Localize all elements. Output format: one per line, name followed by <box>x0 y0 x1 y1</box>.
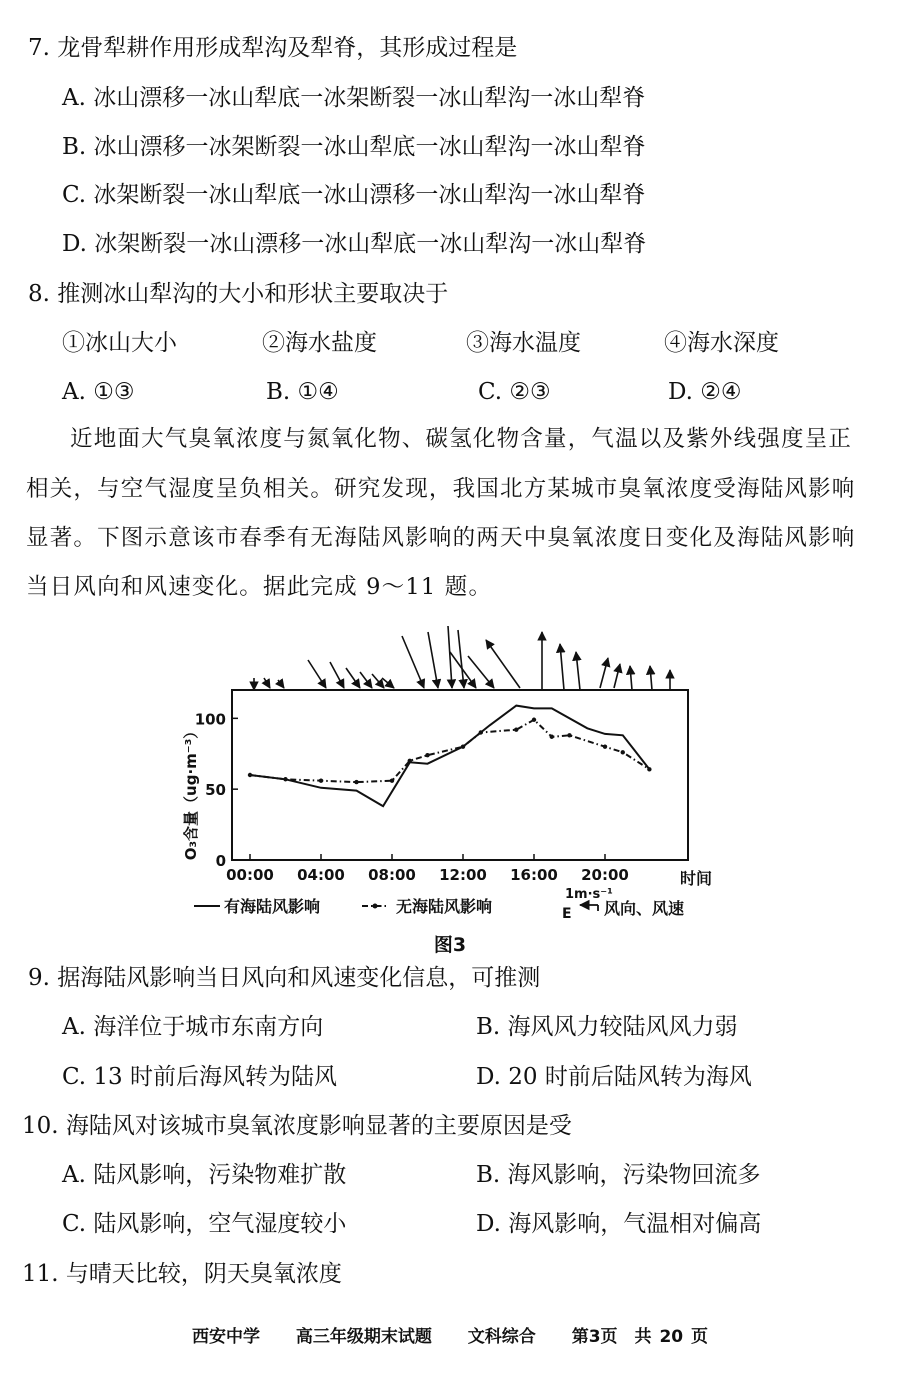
series-with-sea-land-breeze <box>250 706 649 807</box>
q8-stem: 8. 推测冰山犁沟的大小和形状主要取决于 <box>28 281 449 307</box>
wind-arrow <box>458 630 464 688</box>
y-tick-label: 50 <box>205 781 226 800</box>
series-point <box>621 750 625 754</box>
wind-arrow <box>448 626 452 688</box>
q8-factor-2: ②海水盐度 <box>262 330 377 356</box>
wind-arrow <box>330 662 344 688</box>
wind-arrow <box>428 632 438 688</box>
x-tick-label: 08:00 <box>368 866 416 884</box>
series-point <box>647 767 651 771</box>
q10-option-d: D. 海风影响，气温相对偏高 <box>476 1211 762 1237</box>
wind-arrows <box>254 626 670 690</box>
q7-stem: 7. 龙骨犁耕作用形成犁沟及犁脊，其形成过程是 <box>28 35 518 61</box>
q8-option-a: A. ①③ <box>62 379 135 405</box>
ozone-chart <box>180 622 740 922</box>
wind-arrow <box>576 652 580 690</box>
wind-arrow <box>614 664 620 688</box>
q10-option-c: C. 陆风影响，空气湿度较小 <box>62 1211 347 1237</box>
series-point <box>603 744 607 748</box>
series-point <box>425 753 429 757</box>
series-point <box>354 780 358 784</box>
q8-option-b: B. ①④ <box>266 379 339 405</box>
q10-stem: 10. 海陆风对该城市臭氧浓度影响显著的主要原因是受 <box>22 1113 572 1139</box>
passage-line-4: 当日风向和风速变化。据此完成 9～11 题。 <box>26 574 493 600</box>
y-tick-label: 100 <box>194 710 226 729</box>
passage-line-3: 显著。下图示意该市春季有无海陆风影响的两天中臭氧浓度日变化及海陆风影响 <box>26 525 856 551</box>
series-point <box>319 778 323 782</box>
x-tick-label: 20:00 <box>581 866 629 884</box>
q8-factor-4: ④海水深度 <box>664 330 779 356</box>
x-tick-label: 16:00 <box>510 866 558 884</box>
wind-arrow <box>372 674 384 688</box>
q9-option-a: A. 海洋位于城市东南方向 <box>62 1014 324 1040</box>
y-axis-label: O₃含量（ug·m⁻³） <box>182 723 200 861</box>
series-point <box>390 778 394 782</box>
wind-arrow <box>600 658 608 688</box>
x-axis-label: 时间 <box>680 869 713 888</box>
footer-subject: 文科综合 <box>467 1327 536 1347</box>
series-point <box>550 735 554 739</box>
page-footer <box>0 1322 900 1347</box>
legend-with-label: 有海陆风影响 <box>224 897 321 916</box>
q7-option-c: C. 冰架断裂一冰山犁底一冰山漂移一冰山犁沟一冰山犁脊 <box>62 182 646 208</box>
wind-arrow <box>402 636 424 688</box>
wind-arrow <box>560 644 564 690</box>
y-tick-label: 0 <box>215 852 226 870</box>
series-point <box>461 744 465 748</box>
series-point <box>532 718 536 722</box>
plot-frame <box>232 690 688 860</box>
q10-option-b: B. 海风影响，污染物回流多 <box>476 1162 761 1188</box>
q8-factor-3: ③海水温度 <box>466 330 581 356</box>
q7-option-d: D. 冰架断裂一冰山漂移一冰山犁底一冰山犁沟一冰山犁脊 <box>62 231 647 257</box>
series-point <box>283 777 287 781</box>
wind-arrow <box>630 666 632 690</box>
q9-option-b: B. 海风风力较陆风风力弱 <box>476 1014 738 1040</box>
series-point <box>479 730 483 734</box>
passage-line-2: 相关，与空气湿度呈负相关。研究发现，我国北方某城市臭氧浓度受海陆风影响 <box>26 476 856 502</box>
wind-arrow <box>308 660 326 688</box>
wind-arrow <box>486 640 520 688</box>
x-tick-label: 04:00 <box>297 866 345 884</box>
series-point <box>248 773 252 777</box>
footer-page: 第3页 共 20 页 <box>571 1327 709 1347</box>
series-lines <box>248 706 652 807</box>
figure-caption: 图3 <box>433 934 467 956</box>
series-point <box>567 733 571 737</box>
scale-direction-label: E <box>562 906 572 922</box>
x-tick-label: 00:00 <box>226 866 274 884</box>
legend-without-label: 无海陆风影响 <box>396 897 493 916</box>
q8-option-c: C. ②③ <box>478 379 551 405</box>
q7-option-b: B. 冰山漂移一冰架断裂一冰山犁底一冰山犁沟一冰山犁脊 <box>62 134 646 160</box>
q7-option-a: A. 冰山漂移一冰山犁底一冰架断裂一冰山犁沟一冰山犁脊 <box>62 85 646 111</box>
passage-line-1: 近地面大气臭氧浓度与氮氧化物、碳氢化物含量，气温以及紫外线强度呈正 <box>70 426 853 452</box>
wind-arrow <box>650 666 652 690</box>
wind-arrow <box>382 678 394 688</box>
q11-stem: 11. 与晴天比较，阴天臭氧浓度 <box>22 1261 342 1287</box>
wind-arrow <box>360 672 372 688</box>
scale-speed-label: 1m·s⁻¹ <box>565 887 613 902</box>
footer-exam: 高三年级期末试题 <box>295 1327 432 1347</box>
wind-arrow <box>264 678 270 688</box>
series-point <box>514 727 518 731</box>
q9-option-c: C. 13 时前后海风转为陆风 <box>62 1064 337 1090</box>
x-axis <box>226 854 629 884</box>
x-tick-label: 12:00 <box>439 866 487 884</box>
legend-swatch-dot <box>373 904 378 909</box>
wind-arrow <box>346 668 360 688</box>
wind-arrow <box>278 680 284 688</box>
q8-option-d: D. ②④ <box>668 379 742 405</box>
q10-option-a: A. 陆风影响，污染物难扩散 <box>62 1162 347 1188</box>
footer-school: 西安中学 <box>191 1327 260 1347</box>
q8-factor-1: ①冰山大小 <box>62 330 177 356</box>
series-point <box>408 759 412 763</box>
q9-option-d: D. 20 时前后陆风转为海风 <box>476 1064 752 1090</box>
q9-stem: 9. 据海陆风影响当日风向和风速变化信息，可推测 <box>28 965 541 991</box>
legend-wind-label: 风向、风速 <box>604 899 685 918</box>
